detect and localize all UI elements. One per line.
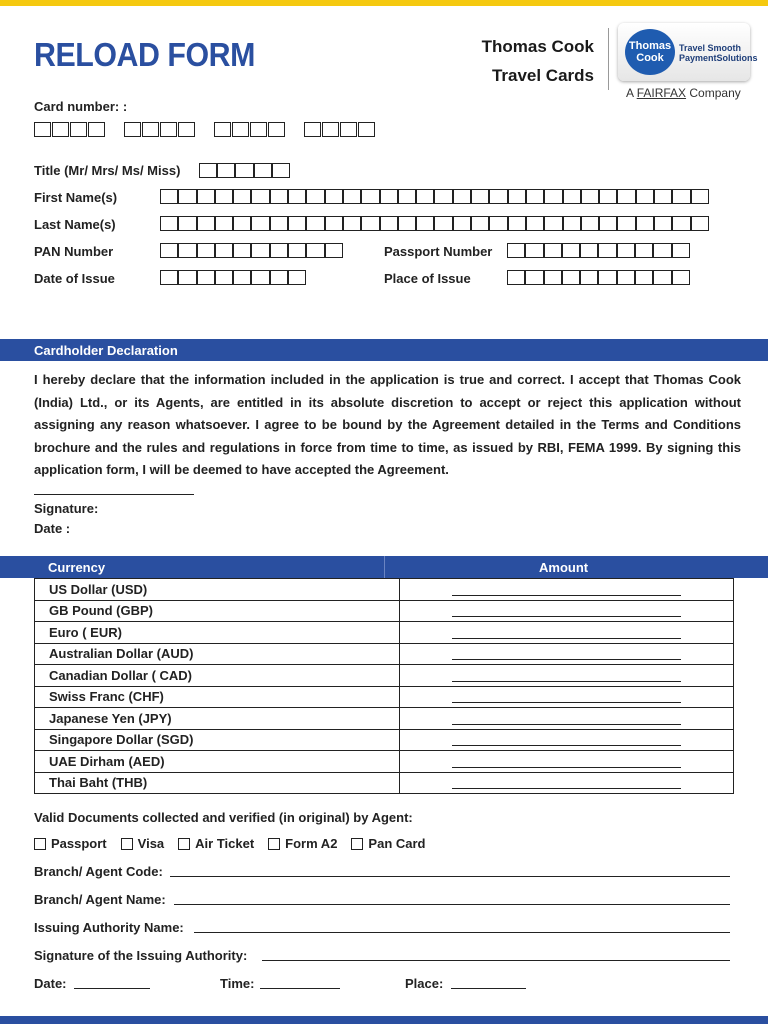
logo-globe-icon: Thomas Cook: [625, 29, 675, 75]
bottom-accent-bar: [0, 1016, 768, 1024]
char-box[interactable]: [489, 189, 507, 204]
char-box[interactable]: [235, 163, 253, 178]
currency-name: US Dollar (USD): [35, 579, 400, 601]
amount-line[interactable]: [452, 659, 681, 660]
char-box[interactable]: [654, 216, 672, 231]
document-checkbox-pan-card[interactable]: [351, 836, 425, 851]
currency-name: Australian Dollar (AUD): [35, 643, 400, 665]
char-box[interactable]: [306, 243, 324, 258]
card-number-input[interactable]: [34, 122, 394, 137]
char-box[interactable]: [270, 189, 288, 204]
char-box[interactable]: [525, 270, 543, 285]
char-box[interactable]: [398, 189, 416, 204]
char-box[interactable]: [562, 243, 580, 258]
checkbox-icon[interactable]: [351, 838, 363, 850]
char-box[interactable]: [325, 189, 343, 204]
amount-line[interactable]: [452, 638, 681, 639]
amount-line[interactable]: [452, 788, 681, 789]
char-box[interactable]: [544, 243, 562, 258]
amount-line[interactable]: [452, 724, 681, 725]
char-box[interactable]: [197, 270, 215, 285]
documents-checklist: [34, 836, 440, 851]
char-box[interactable]: [306, 189, 324, 204]
char-box[interactable]: [380, 216, 398, 231]
char-box[interactable]: [160, 270, 178, 285]
branch-code-label: Branch/ Agent Code:: [34, 864, 163, 879]
currency-row: [35, 686, 734, 708]
char-box[interactable]: [251, 216, 269, 231]
char-box[interactable]: [215, 189, 233, 204]
first-name-label: First Name(s): [34, 190, 118, 205]
char-box[interactable]: [233, 216, 251, 231]
checkbox-icon[interactable]: [34, 838, 46, 850]
currency-column-header: Currency: [48, 560, 106, 575]
char-box[interactable]: [178, 243, 196, 258]
brand-line-2: Travel Cards: [491, 66, 594, 85]
amount-cell[interactable]: [400, 751, 734, 773]
passport-label: Passport Number: [384, 244, 493, 259]
char-box[interactable]: [343, 189, 361, 204]
currency-name: Japanese Yen (JPY): [35, 708, 400, 730]
parent-company: A FAIRFAX Company: [626, 86, 741, 100]
checkbox-label: Pan Card: [368, 836, 426, 851]
currency-row: [35, 772, 734, 794]
char-box[interactable]: [416, 189, 434, 204]
declaration-band: [0, 339, 768, 361]
char-box[interactable]: [599, 189, 617, 204]
currency-row: [35, 729, 734, 751]
char-box[interactable]: [544, 189, 562, 204]
char-box[interactable]: [233, 189, 251, 204]
checkbox-icon[interactable]: [178, 838, 190, 850]
char-box[interactable]: [617, 189, 635, 204]
char-box[interactable]: [544, 216, 562, 231]
agent-time-label: Time:: [220, 976, 255, 991]
char-box[interactable]: [507, 243, 525, 258]
char-box[interactable]: [653, 270, 671, 285]
char-box[interactable]: [251, 270, 269, 285]
amount-cell[interactable]: [400, 708, 734, 730]
char-box[interactable]: [617, 243, 635, 258]
agent-time-field[interactable]: [260, 988, 340, 989]
amount-cell[interactable]: [400, 600, 734, 622]
checkbox-label: Visa: [137, 836, 165, 851]
declaration-heading: Cardholder Declaration: [34, 343, 178, 358]
currency-name: Canadian Dollar ( CAD): [35, 665, 400, 687]
char-box[interactable]: [617, 216, 635, 231]
char-box[interactable]: [178, 216, 196, 231]
char-box[interactable]: [178, 189, 196, 204]
char-box[interactable]: [288, 270, 306, 285]
issuing-authority-name-field[interactable]: [194, 932, 730, 933]
char-box[interactable]: [507, 270, 525, 285]
char-box[interactable]: [562, 270, 580, 285]
brand-line-1: Thomas Cook: [481, 37, 594, 56]
char-box[interactable]: [343, 216, 361, 231]
date-of-issue-input[interactable]: [160, 270, 306, 285]
declaration-text: I hereby declare that the information included in the application is true and correct. I accept that Thomas Cook (India) Ltd., or its Agents, are entitled in its absolute discretion to accept or reject this application without assigning any reason whatsoever. I agree to be bound by the Agreement detailed in the Terms and Conditions brochure and the rules and regulations in force from time to time, as issued by RBI, FEMA 1999. By signing this application form, I will be deemed to have accepted the Agreement.: [34, 372, 741, 477]
char-box[interactable]: [270, 270, 288, 285]
first-name-input[interactable]: [160, 189, 709, 204]
issuing-authority-name-label: Issuing Authority Name:: [34, 920, 184, 935]
char-box[interactable]: [215, 270, 233, 285]
document-checkbox-air-ticket[interactable]: [178, 836, 254, 851]
header-separator: [384, 556, 385, 578]
agent-date-label: Date:: [34, 976, 67, 991]
char-box[interactable]: [233, 243, 251, 258]
char-box[interactable]: [580, 270, 598, 285]
thomas-cook-logo: [618, 23, 758, 81]
currency-row: [35, 708, 734, 730]
char-box[interactable]: [526, 189, 544, 204]
currency-row: [35, 600, 734, 622]
char-box[interactable]: [361, 216, 379, 231]
documents-heading: Valid Documents collected and verified (in original) by Agent:: [34, 810, 413, 825]
char-box[interactable]: [178, 270, 196, 285]
char-box[interactable]: [563, 189, 581, 204]
currency-name: Singapore Dollar (SGD): [35, 729, 400, 751]
passport-input[interactable]: [507, 243, 690, 258]
char-box[interactable]: [471, 189, 489, 204]
last-name-input[interactable]: [160, 216, 709, 231]
char-box[interactable]: [270, 216, 288, 231]
currency-row: [35, 622, 734, 644]
date-of-issue-label: Date of Issue: [34, 271, 115, 286]
char-box[interactable]: [598, 270, 616, 285]
char-box[interactable]: [453, 216, 471, 231]
char-box[interactable]: [653, 243, 671, 258]
amount-cell[interactable]: [400, 622, 734, 644]
char-box[interactable]: [672, 270, 690, 285]
checkbox-icon[interactable]: [121, 838, 133, 850]
currency-row: [35, 751, 734, 773]
char-box[interactable]: [691, 189, 709, 204]
branch-code-field[interactable]: [170, 876, 730, 877]
pan-label: PAN Number: [34, 244, 114, 259]
signature-label: Signature:: [34, 501, 99, 516]
amount-cell[interactable]: [400, 686, 734, 708]
char-box[interactable]: [306, 216, 324, 231]
currency-row: [35, 643, 734, 665]
branch-name-field[interactable]: [174, 904, 730, 905]
char-box[interactable]: [288, 243, 306, 258]
char-box[interactable]: [380, 189, 398, 204]
last-name-label: Last Name(s): [34, 217, 116, 232]
amount-cell[interactable]: [400, 665, 734, 687]
char-box[interactable]: [672, 189, 690, 204]
amount-line[interactable]: [452, 681, 681, 682]
char-box[interactable]: [215, 216, 233, 231]
char-box[interactable]: [270, 243, 288, 258]
char-box[interactable]: [325, 216, 343, 231]
issuing-signature-label: Signature of the Issuing Authority:: [34, 948, 248, 963]
char-box[interactable]: [672, 216, 690, 231]
char-box[interactable]: [471, 216, 489, 231]
currency-name: Swiss Franc (CHF): [35, 686, 400, 708]
checkbox-label: Passport: [51, 836, 107, 851]
checkbox-label: Air Ticket: [195, 836, 255, 851]
amount-column-header: Amount: [539, 560, 589, 575]
amount-line[interactable]: [452, 595, 681, 596]
currency-name: UAE Dirham (AED): [35, 751, 400, 773]
currency-row: [35, 665, 734, 687]
char-box[interactable]: [617, 270, 635, 285]
amount-line[interactable]: [452, 745, 681, 746]
currency-row: [35, 579, 734, 601]
amount-line[interactable]: [452, 616, 681, 617]
char-box[interactable]: [217, 163, 235, 178]
char-box[interactable]: [288, 189, 306, 204]
char-box[interactable]: [672, 243, 690, 258]
char-box[interactable]: [581, 216, 599, 231]
char-box[interactable]: [525, 243, 543, 258]
char-box[interactable]: [197, 216, 215, 231]
amount-cell[interactable]: [400, 772, 734, 794]
agent-place-field[interactable]: [451, 988, 526, 989]
place-of-issue-label: Place of Issue: [384, 271, 471, 286]
char-box[interactable]: [654, 189, 672, 204]
char-box[interactable]: [288, 216, 306, 231]
char-box[interactable]: [272, 163, 290, 178]
char-box[interactable]: [361, 189, 379, 204]
document-checkbox-visa[interactable]: [121, 836, 165, 851]
checkbox-label: Form A2: [285, 836, 338, 851]
char-box[interactable]: [636, 216, 654, 231]
currency-table: [34, 578, 734, 794]
char-box[interactable]: [160, 189, 178, 204]
char-box[interactable]: [581, 189, 599, 204]
char-box[interactable]: [691, 216, 709, 231]
char-box[interactable]: [453, 189, 471, 204]
char-box[interactable]: [197, 243, 215, 258]
char-box[interactable]: [544, 270, 562, 285]
char-box[interactable]: [325, 243, 343, 258]
amount-cell[interactable]: [400, 729, 734, 751]
char-box[interactable]: [215, 243, 233, 258]
pan-input[interactable]: [160, 243, 343, 258]
char-box[interactable]: [508, 216, 526, 231]
amount-line[interactable]: [452, 702, 681, 703]
currency-name: Thai Baht (THB): [35, 772, 400, 794]
card-number-label: Card number: :: [34, 99, 128, 114]
char-box[interactable]: [197, 189, 215, 204]
title-input[interactable]: [199, 163, 290, 178]
char-box[interactable]: [254, 163, 272, 178]
document-checkbox-form-a2[interactable]: [268, 836, 337, 851]
char-box[interactable]: [636, 189, 654, 204]
logo-tagline: Travel Smooth PaymentSolutions: [679, 43, 758, 63]
char-box[interactable]: [160, 243, 178, 258]
title-label: Title (Mr/ Mrs/ Ms/ Miss): [34, 163, 181, 178]
char-box[interactable]: [251, 189, 269, 204]
char-box[interactable]: [251, 243, 269, 258]
place-of-issue-input[interactable]: [507, 270, 690, 285]
issuing-signature-field[interactable]: [262, 960, 730, 961]
char-box[interactable]: [580, 243, 598, 258]
char-box[interactable]: [563, 216, 581, 231]
checkbox-icon[interactable]: [268, 838, 280, 850]
amount-cell[interactable]: [400, 643, 734, 665]
document-checkbox-passport[interactable]: [34, 836, 107, 851]
top-accent-bar: [0, 0, 768, 6]
char-box[interactable]: [434, 189, 452, 204]
char-box[interactable]: [508, 189, 526, 204]
char-box[interactable]: [398, 216, 416, 231]
currency-name: Euro ( EUR): [35, 622, 400, 644]
currency-name: GB Pound (GBP): [35, 600, 400, 622]
char-box[interactable]: [416, 216, 434, 231]
char-box[interactable]: [199, 163, 217, 178]
brand-divider: [608, 28, 609, 90]
char-box[interactable]: [233, 270, 251, 285]
brand-name: [482, 32, 594, 90]
agent-date-field[interactable]: [74, 988, 150, 989]
agent-place-label: Place:: [405, 976, 444, 991]
char-box[interactable]: [489, 216, 507, 231]
declaration-date-label: Date :: [34, 521, 71, 536]
char-box[interactable]: [160, 216, 178, 231]
form-title: RELOAD FORM: [34, 36, 255, 73]
char-box[interactable]: [635, 270, 653, 285]
char-box[interactable]: [526, 216, 544, 231]
amount-line[interactable]: [452, 767, 681, 768]
char-box[interactable]: [635, 243, 653, 258]
amount-cell[interactable]: [400, 579, 734, 601]
signature-line[interactable]: [34, 494, 194, 495]
char-box[interactable]: [598, 243, 616, 258]
branch-name-label: Branch/ Agent Name:: [34, 892, 166, 907]
char-box[interactable]: [434, 216, 452, 231]
char-box[interactable]: [599, 216, 617, 231]
